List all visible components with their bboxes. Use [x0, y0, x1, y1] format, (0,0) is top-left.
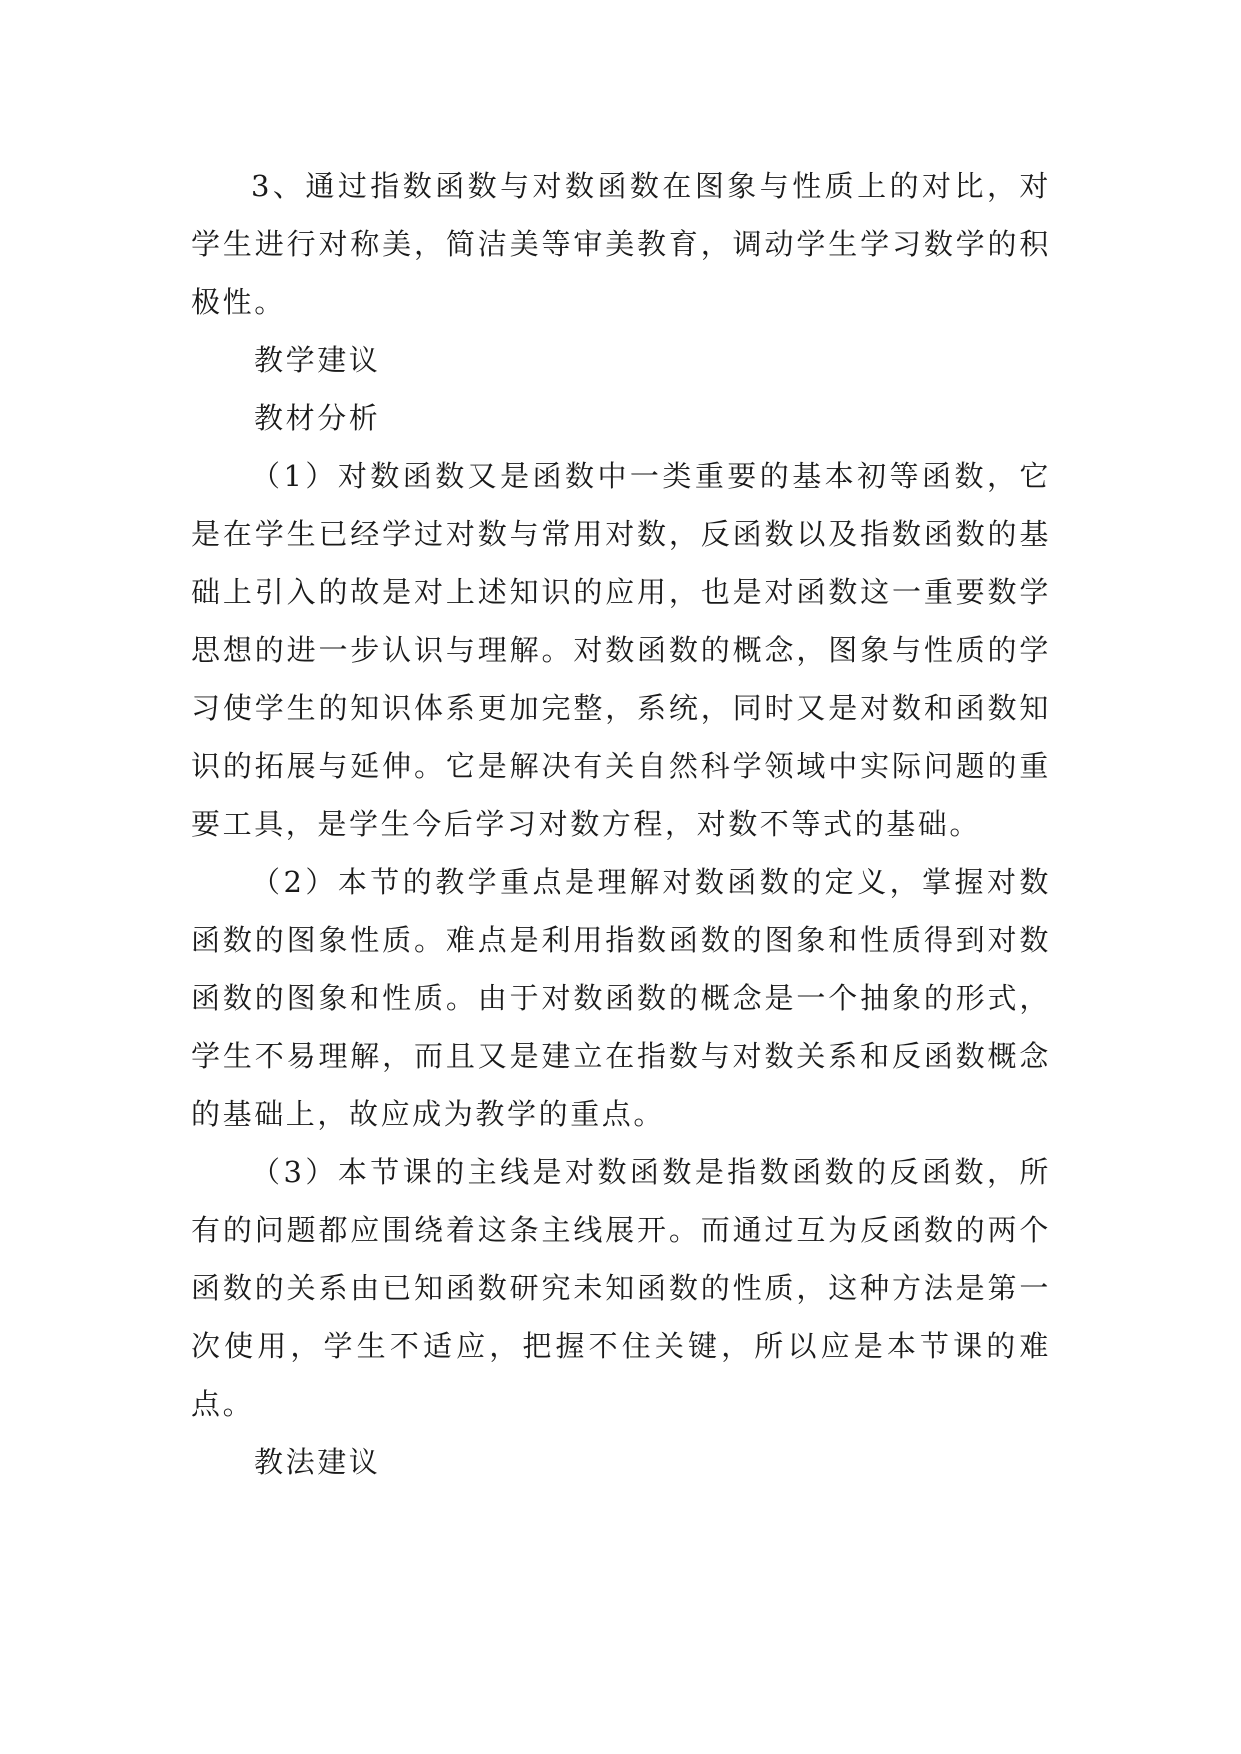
- heading-textbook-analysis: 教材分析: [254, 401, 381, 435]
- paragraph-objective-3: 3、通过指数函数与对数函数在图象与性质上的对比，对学生进行对称美，简洁美等审美教育，调动学生学习数学的积极性。: [191, 169, 1051, 319]
- paragraph-analysis-3: （3）本节课的主线是对数函数是指数函数的反函数，所有的问题都应围绕着这条主线展开。而通过互为反函数的两个函数的关系由已知函数研究未知函数的性质，这种方法是第一次使用，学生不适应，把握不住关键，所以应是本节课的难点。: [191, 1155, 1051, 1421]
- heading-teaching-method-suggestions: 教法建议: [254, 1445, 381, 1479]
- paragraph-analysis-1: （1）对数函数又是函数中一类重要的基本初等函数，它是在学生已经学过对数与常用对数，反函数以及指数函数的基础上引入的故是对上述知识的应用，也是对函数这一重要数学思想的进一步认识与理解。对数函数的概念，图象与性质的学习使学生的知识体系更加完整，系统，同时又是对数和函数知识的拓展与延伸。它是解决有关自然科学领域中实际问题的重要工具，是学生今后学习对数方程，对数不等式的基础。: [191, 459, 1051, 841]
- heading-teaching-suggestions: 教学建议: [254, 343, 381, 377]
- paragraph-analysis-2: （2）本节的教学重点是理解对数函数的定义，掌握对数函数的图象性质。难点是利用指数函数的图象和性质得到对数函数的图象和性质。由于对数函数的概念是一个抽象的形式，学生不易理解，而且又是建立在指数与对数关系和反函数概念的基础上，故应成为教学的重点。: [191, 865, 1051, 1131]
- document-body: [191, 157, 1051, 1491]
